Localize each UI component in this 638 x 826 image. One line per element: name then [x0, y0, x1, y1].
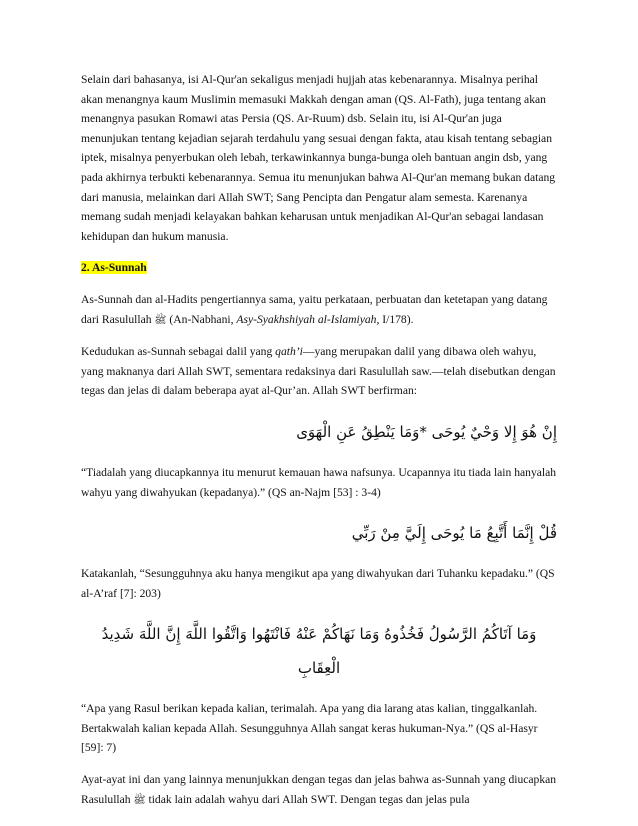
translation-an-najm: “Tiadalah yang diucapkannya itu menurut kemauan hawa nafsunya. Ucapannya itu tiada lain hanyalah wahyu yang diwahyukan (kepadanya).” (QS an-Najm [53] : 3-4): [81, 465, 557, 499]
paragraph-quran-evidence: Selain dari bahasanya, isi Al-Qur'an sekaligus menjadi hujjah atas kebenarannya. Misalnya perihal akan menangnya kaum Muslimin memasuki Makkah dengan aman (QS. Al-Fath), juga tentang akan menangnya pasukan Romawi atas Persia (QS. Ar-Ruum) dsb. Selain itu, isi Al-Qur'an juga menunjukan tentang kejadian sejarah terdahulu yang sesuai dengan fakta, atau kisah tentang sebagian iptek, misalnya penyerbukan oleh lebah, terkawinkannya bunga-bunga oleh bantuan angin dsb, yang pada akhirnya terbukti kebenarannya. Semua itu menunjukan bahwa Al-Qur'an memang bukan datang dari manusia, melainkan dari Allah SWT; Sang Pencipta dan Pengatur alam semesta. Karenanya memang sudah menjadi kelayakan bahkan keharusan untuk menjadikan Al-Qur'an sebagai landasan kehidupan dan hukum manusia.: [81, 73, 556, 243]
text-segment: I/178).: [379, 312, 414, 326]
text-segment: (An-Nabhani,: [166, 312, 237, 326]
section-heading: [81, 258, 559, 278]
term-qathi: qath’i: [275, 345, 303, 359]
section-heading-text: 2. As-Sunnah: [81, 261, 147, 275]
text-segment: Kedudukan as-Sunnah sebagai dalil yang: [81, 345, 276, 359]
book-title: Asy-Syakhshiyah al-Islamiyah,: [236, 312, 380, 326]
salawat-icon: ﷺ: [133, 794, 146, 806]
arabic-verse-al-araf: قُلْ إِنَّمَا أَتَّبِعُ مَا يُوحَى إِلَيَّ مِنْ رَبِّي: [351, 524, 557, 543]
translation-al-hasyr: “Apa yang Rasul berikan kepada kalian, terimalah. Apa yang dia larang atas kalian, tinggalkanlah. Bertakwalah kalian kepada Allah. Sesungguhnya Allah sangat keras hukuman-Nya.” (QS al-Hasyr [59]: 7): [81, 702, 538, 755]
document-body: [81, 70, 559, 822]
text-segment: As-Sunnah dan al-Hadits pengertiannya sama, yaitu perkataan, perbuatan dan ketetapan yang datang dari Rasulullah: [81, 292, 548, 326]
text-segment: Ayat-ayat ini dan yang lainnya menunjukkan dengan tegas dan jelas bahwa as-Sunnah yang diucapkan Rasulullah: [81, 773, 557, 806]
paragraph-conclusion: [81, 770, 559, 810]
arabic-verse-an-najm: إِنْ هُوَ إِلا وَحْيٌ يُوحَى *وَمَا يَنْطِقُ عَنِ الْهَوَى: [296, 422, 557, 441]
salawat-icon: ﷺ: [154, 314, 167, 326]
paragraph-sunnah-position: [81, 342, 559, 401]
translation-al-araf: Katakanlah, “Sesungguhnya aku hanya mengikut apa yang diwahyukan dari Tuhanku kepadaku.” (QS al-A’raf [7]: 203): [81, 567, 555, 600]
paragraph-sunnah-definition: [81, 290, 559, 330]
arabic-verse-al-hasyr: وَمَا آتَاكُمُ الرَّسُولُ فَخُذُوهُ وَمَا نَهَاكُمْ عَنْهُ فَانْتَهُوا وَاتَّقُوا اللَّهَ إِنَّ اللَّهَ شَدِيدُ الْعِقَابِ: [101, 625, 537, 678]
text-segment: tidak lain adalah wahyu dari Allah SWT. Dengan tegas dan jelas pula: [145, 792, 470, 806]
text-segment: —yang merupakan dalil yang dibawa oleh wahyu, yang maknanya dari Allah SWT, sementara redaksinya dari Rasulullah saw.—telah disebutkan dengan tegas dan jelas di dalam beberapa ayat al-Qur’an. Allah SWT berfirman:: [81, 345, 556, 398]
